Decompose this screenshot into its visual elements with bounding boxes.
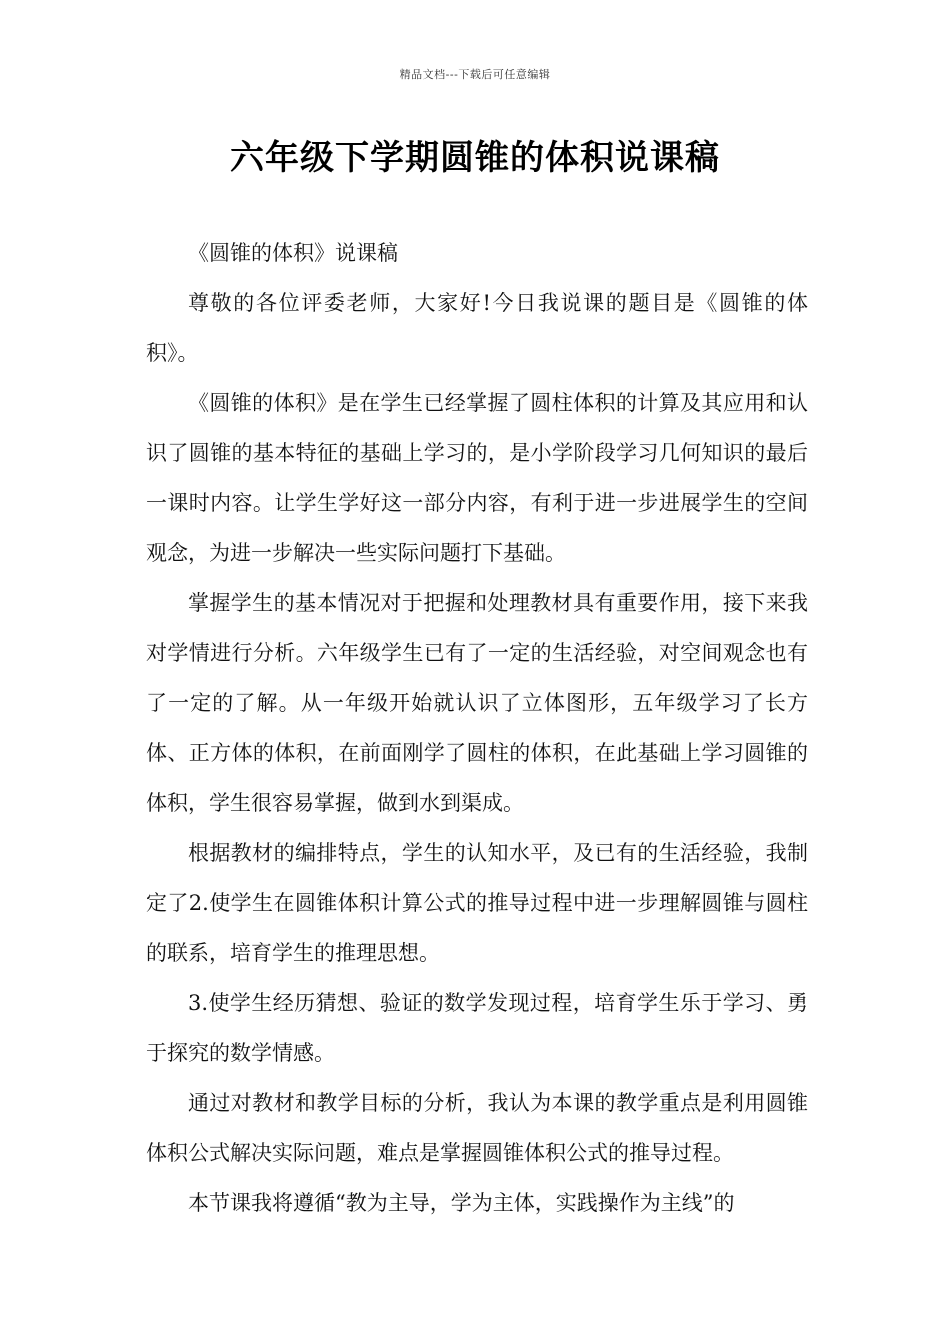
- paragraph-key-points: 通过对教材和教学目标的分析，我认为本课的教学重点是利用圆锥体积公式解决实际问题，难点是掌握圆锥体积公式的推导过程。: [146, 1091, 808, 1165]
- paragraph-greeting: 尊敬的各位评委老师，大家好!今日我说课的题目是《圆锥的体积》。: [146, 291, 808, 365]
- document-title: 六年级下学期圆锥的体积说课稿: [230, 138, 720, 178]
- paragraph-objective-3: 3.使学生经历猜想、验证的数学发现过程，培育学生乐于学习、勇于探究的数学情感。: [146, 991, 808, 1065]
- header-note: 精品文档---下载后可任意编辑: [399, 68, 551, 81]
- paragraph-method: 本节课我将遵循“教为主导，学为主体，实践操作为主线”的: [188, 1191, 735, 1215]
- paragraph-student-analysis: 掌握学生的基本情况对于把握和处理教材具有重要作用，接下来我对学情进行分析。六年级学生已有了一定的生活经验，对空间观念也有了一定的了解。从一年级开始就认识了立体图形，五年级学习了长方体、正方体的体积，在前面刚学了圆柱的体积，在此基础上学习圆锥的体积，学生很容易掌握，做到水到渠成。: [146, 591, 808, 815]
- document-body: [146, 228, 808, 1228]
- paragraph-objectives: 根据教材的编排特点，学生的认知水平，及已有的生活经验，我制定了2.使学生在圆锥体积计算公式的推导过程中进一步理解圆锥与圆柱的联系，培育学生的推理思想。: [146, 841, 808, 965]
- paragraph-content-analysis: 《圆锥的体积》是在学生已经掌握了圆柱体积的计算及其应用和认识了圆锥的基本特征的基础上学习的，是小学阶段学习几何知识的最后一课时内容。让学生学好这一部分内容，有利于进一步进展学生的空间观念，为进一步解决一些实际问题打下基础。: [146, 391, 808, 565]
- paragraph-subtitle: 《圆锥的体积》说课稿: [188, 241, 398, 265]
